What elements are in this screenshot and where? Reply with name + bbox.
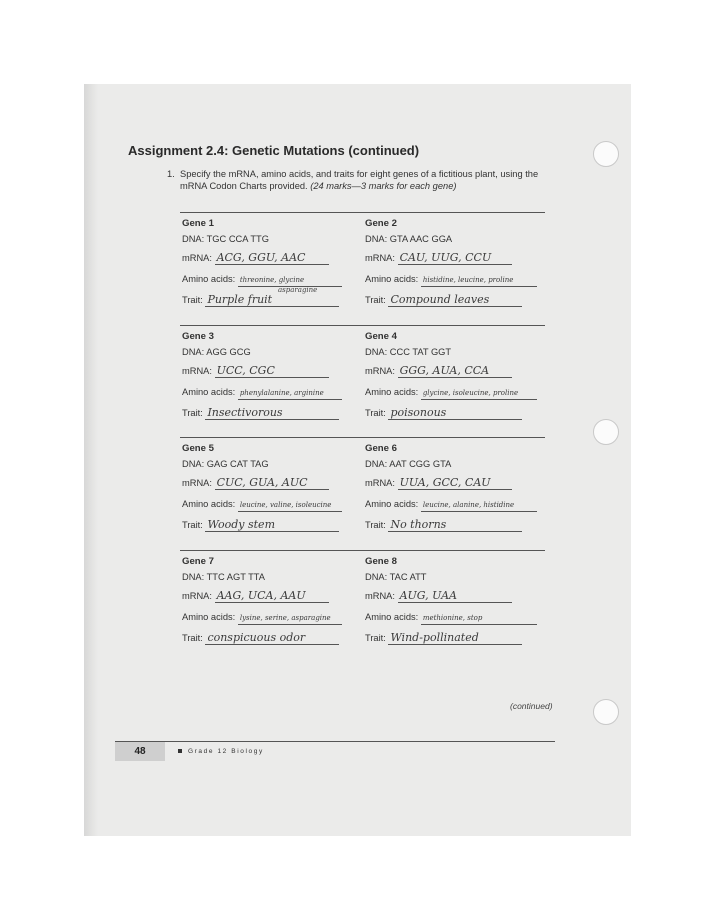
amino-answer: leucine, alanine, histidine <box>421 499 537 512</box>
trait-answer: Woody stem <box>205 519 339 532</box>
trait-label: Trait: <box>182 520 203 530</box>
scanned-page <box>84 84 631 836</box>
trait-answer: Insectivorous <box>205 407 339 420</box>
gene-dna: DNA: AGG GCG <box>182 347 251 357</box>
course-name: Grade 12 Biology <box>188 748 264 755</box>
trait-answer: conspicuous odor <box>205 632 339 645</box>
amino-label: Amino acids: <box>182 387 236 397</box>
gene-dna: DNA: CCC TAT GGT <box>365 347 452 357</box>
mrna-answer: GGG, AUA, CCA <box>398 365 512 378</box>
mrna-answer: ACG, GGU, AAC <box>215 252 329 265</box>
trait-label: Trait: <box>365 520 386 530</box>
mrna-label: mRNA: <box>365 253 395 263</box>
amino-label: Amino acids: <box>182 274 236 284</box>
amino-answer: glycine, isoleucine, proline <box>421 387 537 400</box>
amino-answer: threonine, glycine <box>238 274 342 287</box>
gene-dna: DNA: TGC CCA TTG <box>182 234 269 244</box>
mrna-answer: CUC, GUA, AUC <box>215 477 329 490</box>
trait-answer: Compound leaves <box>388 294 522 307</box>
trait-label: Trait: <box>365 408 386 418</box>
bullet-square-icon <box>178 749 182 753</box>
mrna-answer: UUA, GCC, CAU <box>398 477 512 490</box>
amino-answer: phenylalanine, arginine <box>238 387 342 400</box>
mrna-answer: AAG, UCA, AAU <box>215 590 329 603</box>
section-divider <box>180 325 545 326</box>
binder-hole-top <box>593 141 619 167</box>
amino-label: Amino acids: <box>365 387 419 397</box>
amino-answer: histidine, leucine, proline <box>421 274 537 287</box>
trait-label: Trait: <box>182 408 203 418</box>
mrna-label: mRNA: <box>182 478 212 488</box>
amino-label: Amino acids: <box>182 612 236 622</box>
mrna-answer: AUG, UAA <box>398 590 512 603</box>
section-divider <box>180 212 545 213</box>
amino-label: Amino acids: <box>182 499 236 509</box>
trait-answer: Purple fruit <box>205 294 339 307</box>
trait-label: Trait: <box>365 633 386 643</box>
amino-note: asparagine <box>278 286 318 294</box>
gene-dna: DNA: GTA AAC GGA <box>365 234 453 244</box>
gene-name: Gene 8 <box>365 556 397 567</box>
amino-label: Amino acids: <box>365 274 419 284</box>
footer-rule <box>115 741 555 742</box>
section-divider <box>180 437 545 438</box>
trait-label: Trait: <box>182 633 203 643</box>
trait-label: Trait: <box>365 295 386 305</box>
continued-note: (continued) <box>510 701 553 711</box>
mrna-label: mRNA: <box>182 253 212 263</box>
mrna-answer: UCC, CGC <box>215 365 329 378</box>
gene-dna: DNA: TTC AGT TTA <box>182 572 265 582</box>
binder-hole-middle <box>593 419 619 445</box>
gene-name: Gene 5 <box>182 443 214 454</box>
trait-answer: No thorns <box>388 519 522 532</box>
gene-name: Gene 2 <box>365 218 397 229</box>
page-number: 48 <box>115 742 165 761</box>
page-edge-shadow <box>84 84 98 836</box>
mrna-label: mRNA: <box>365 478 395 488</box>
binder-hole-bottom <box>593 699 619 725</box>
gene-name: Gene 4 <box>365 331 397 342</box>
instruction-marks: (24 marks—3 marks for each gene) <box>310 181 457 191</box>
amino-label: Amino acids: <box>365 499 419 509</box>
section-divider <box>180 550 545 551</box>
gene-dna: DNA: AAT CGG GTA <box>365 459 452 469</box>
amino-answer: methionine, stop <box>421 612 537 625</box>
instruction-number: 1. <box>167 169 175 179</box>
mrna-label: mRNA: <box>182 591 212 601</box>
trait-answer: Wind-pollinated <box>388 632 522 645</box>
footer-course <box>178 748 264 755</box>
amino-label: Amino acids: <box>365 612 419 622</box>
gene-dna: DNA: TAC ATT <box>365 572 427 582</box>
gene-name: Gene 7 <box>182 556 214 567</box>
trait-label: Trait: <box>182 295 203 305</box>
mrna-label: mRNA: <box>365 366 395 376</box>
gene-name: Gene 6 <box>365 443 397 454</box>
trait-answer: poisonous <box>388 407 522 420</box>
page-title: Assignment 2.4: Genetic Mutations (continued) <box>128 143 420 158</box>
gene-name: Gene 1 <box>182 218 214 229</box>
amino-answer: leucine, valine, isoleucine <box>238 499 342 512</box>
mrna-label: mRNA: <box>182 366 212 376</box>
instructions <box>167 168 560 192</box>
mrna-label: mRNA: <box>365 591 395 601</box>
instruction-text: Specify the mRNA, amino acids, and traits for eight genes of a fictitious plant, using the mRNA Codon Charts provided. <box>180 169 539 191</box>
amino-answer: lysine, serine, asparagine <box>238 612 342 625</box>
gene-name: Gene 3 <box>182 331 214 342</box>
mrna-answer: CAU, UUG, CCU <box>398 252 512 265</box>
gene-dna: DNA: GAG CAT TAG <box>182 459 269 469</box>
